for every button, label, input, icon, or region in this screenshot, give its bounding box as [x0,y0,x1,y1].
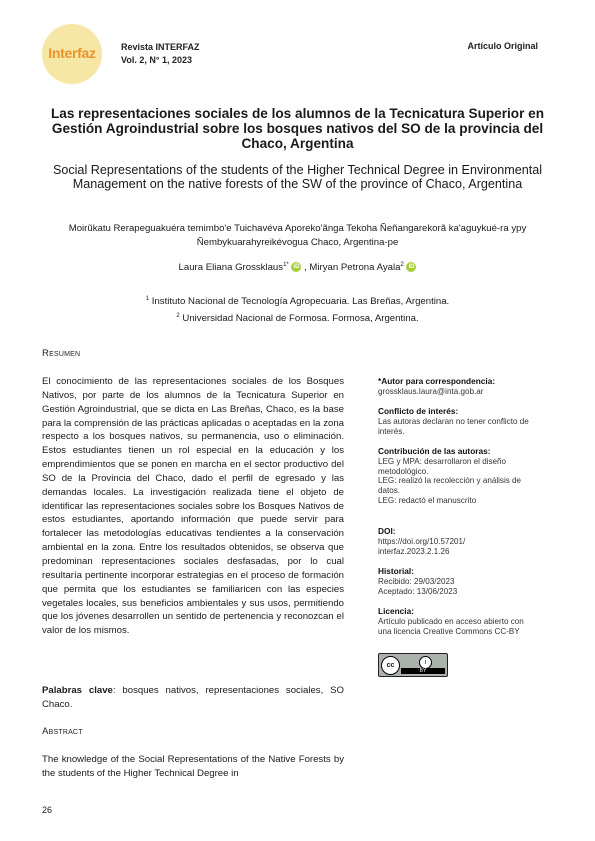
title-guarani: Moirũkatu Rerapeguakuéra temimbo'e Tuichavéva Aporeko'ãnga Tekoha Ñeñangarekorã ka'aguykué-ra ypy Ñembykuarahyreikévogua Chaco, Argentina-pe [68,223,527,248]
affiliation-item [42,309,553,326]
title-spanish: Las representaciones sociales de los alumnos de la Tecnicatura Superior en Gestión Agroindustrial sobre los bosques nativos del SO de la provincia del Chaco, Argentina [50,106,545,151]
cc-by-label: BY [401,668,445,674]
journal-logo [42,24,102,84]
journal-name: Revista INTERFAZ [121,42,200,52]
keywords [42,684,344,712]
author-name: Laura Eliana Grossklaus [178,262,284,274]
affiliation-text: Instituto Nacional de Tecnología Agropecuaria. Las Breñas, Argentina. [151,296,450,308]
author-superscript: 1* [283,262,289,268]
journal-info [121,41,200,67]
affiliation-text: Universidad Nacional de Formosa. Formosa, Argentina. [182,313,419,325]
article-type: Artículo Original [467,41,538,51]
affiliation-item [42,292,553,309]
license-block [378,607,538,636]
author-separator: , [301,262,310,274]
keywords-label: Palabras clave [42,685,113,696]
affiliation-number: 1 [145,296,150,302]
affiliations [42,292,553,326]
journal-volume: Vol. 2, N° 1, 2023 [121,55,192,65]
logo-text: Interfaz [48,45,96,61]
doi-block [378,527,538,556]
orcid-icon[interactable]: iD [408,264,415,270]
abstract-heading: Abstract [42,726,83,737]
conflict-text: Las autoras declaran no tener conflicto de interés. [378,416,529,436]
conflict-of-interest [378,407,538,436]
authors-line [42,262,553,273]
author-name: Miryan Petrona Ayala [309,262,401,274]
contrib-line: LEG: redactó el manuscrito [378,495,477,505]
attribution-icon: i [419,656,432,669]
doi-label: DOI: [378,526,396,536]
resumen-heading: Resumen [42,348,81,359]
title-english: Social Representations of the students of the Higher Technical Degree in Environmental Management on the native forests of the SW of the province of Chaco, Argentina [52,163,543,192]
resumen-text: El conocimiento de las representaciones sociales de los Bosques Nativos, por parte de los alumnos de la Tecnicatura Superior en Gestión Agroindustrial, que se dicta en Las Breñas, Chaco, es la base para la comprensión de las prácticas aplicadas o aceptadas en la zona respecto a los bosques nativos, su permanencia, uso o eliminación. Estos estudiantes tienen un rol especial en la educación y los emprendimientos que se ponen en marcha en el sector productivo del SO de la Provincia del Chaco, dado el perfil de egresado y las demandas locales. La investigación realizada tiene el objeto de identificar las representaciones sociales sobre los Bosques Nativos de estos estudiantes, aportando información que puede servir para fortalecer las metodologías educativas tendientes a la conservación ambiental en la zona. Entre los resultados obtenidos, se observa que predominan representaciones sociales desfasadas, por lo cual resultaría pertinente incorporar estrategias en el proceso de formación que permita que los estudiantes se familiaricen con las especies vegetales locales, sus beneficios ambientales y sus usos, permitiendo que los jóvenes desarrollen un sentido de pertenencia y reconozcan el valor de los mismos. [42,376,344,637]
cc-icon: cc [381,656,400,675]
license-text: Artículo publicado en acceso abierto con una licencia Creative Commons CC-BY [378,616,524,636]
received-date: Recibido: 29/03/2023 [378,576,455,586]
orcid-icon[interactable]: iD [293,264,300,270]
license-label: Licencia: [378,606,414,616]
contrib-label: Contribución de las autoras: [378,446,491,456]
contrib-line: LEG y MPA: desarrollaron el diseño metodológico. [378,456,507,476]
abstract-text: The knowledge of the Social Representations of the Native Forests by the students of the Higher Technical Degree in [42,754,344,779]
cc-by-badge[interactable] [378,653,448,677]
affiliation-number: 2 [176,313,180,320]
corr-label: *Autor para correspondencia: [378,376,496,386]
conflict-label: Conflicto de interés: [378,406,459,416]
author-superscript: 2 [400,262,404,268]
keywords-text: : bosques nativos, representaciones sociales, SO Chaco. [42,685,344,710]
accepted-date: Aceptado: 13/06/2023 [378,586,458,596]
page-number: 26 [42,805,53,815]
contrib-line: LEG: realizó la recolección y análisis de datos. [378,476,522,496]
author-contributions [378,447,538,506]
doi-link[interactable]: https://doi.org/10.57201/ interfaz.2023.2.1.26 [378,536,466,556]
corr-email[interactable]: grossklaus.laura@inta.gob.ar [378,386,484,396]
history-label: Historial: [378,566,414,576]
history-block [378,567,538,596]
corresponding-author [378,377,538,397]
